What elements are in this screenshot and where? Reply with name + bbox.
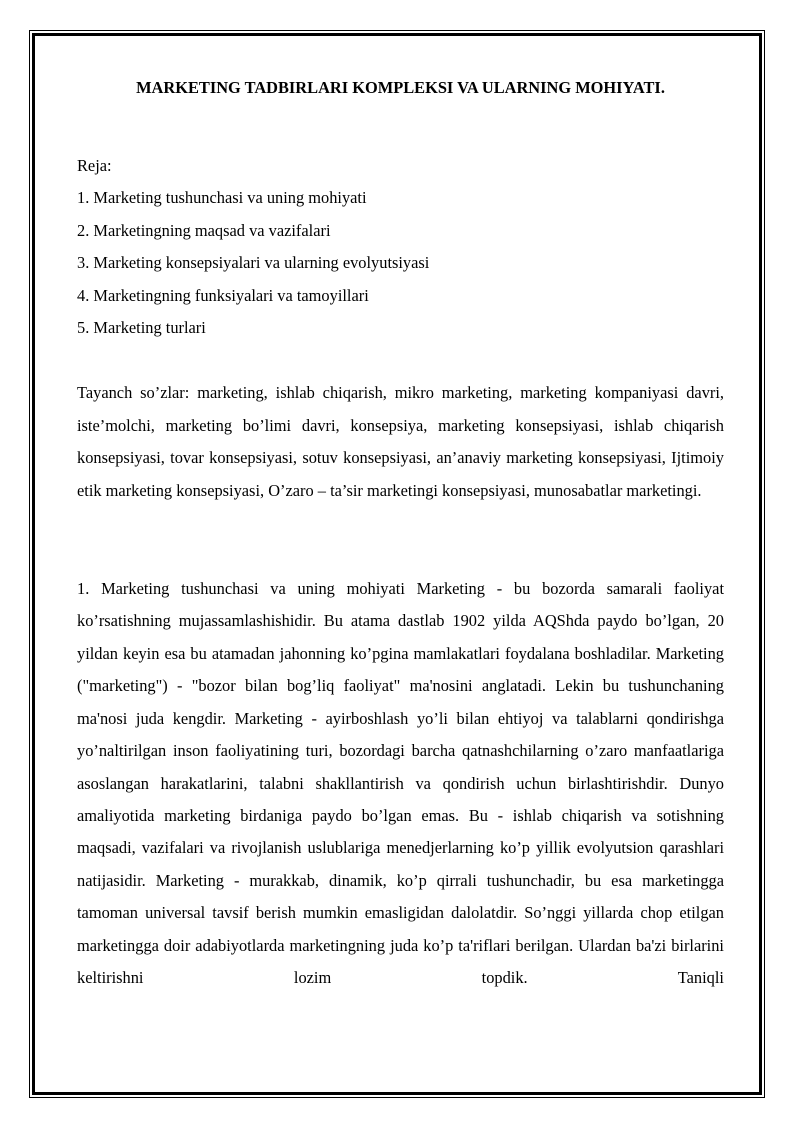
plan-item: 5. Marketing turlari [77,318,206,338]
plan-item: 1. Marketing tushunchasi va uning mohiyati [77,188,367,208]
document-title: MARKETING TADBIRLARI KOMPLEKSI VA ULARNING MOHIYATI. [136,78,665,97]
plan-list [77,182,724,344]
plan-heading: Reja: [77,156,112,175]
plan-item: 4. Marketingning funksiyalari va tamoyillari [77,285,369,305]
keywords-paragraph: Tayanch so’zlar: marketing, ishlab chiqarish, mikro marketing, marketing kompaniyasi davri, iste’molchi, marketing bo’limi davri, konsepsiya, marketing konsepsiyasi, ishlab chiqarish konsepsiyasi, tovar konsepsiyasi, sotuv konsepsiyasi, an’anaviy marketing konsepsiyasi, Ijtimoiy etik marketing konsepsiyasi, O’zaro – ta’sir marketingi konsepsiyasi, munosabatlar marketingi. [77,383,724,500]
document-body [77,77,724,994]
plan-section [77,150,724,344]
plan-item: 3. Marketing konsepsiyalari va ularning evolyutsiyasi [77,253,430,273]
body-paragraph: 1. Marketing tushunchasi va uning mohiyati Marketing - bu bozorda samarali faoliyat ko’rsatishning mujassamlashishidir. Bu atama dastlab 1902 yilda AQShda paydo bo’lgan, 20 yildan keyin esa bu atamadan jahonning ko’pgina mamlakatlari foydalana boshladilar. Marketing ("marketing") - "bozor bilan bog’liq faoliyat" ma'nosini anglatadi. Lekin bu tushunchaning ma'nosi juda kengdir. Marketing - ayirboshlash yo’li bilan ehtiyoj va talablarni qondirishga yo’naltirilgan inson faoliyatining turi, bozordagi barcha qatnashchilarning o’zaro manfaatlariga asoslangan harakatlarini, talabni shakllantirish va qondirish uchun birlashtirishdir. Dunyo amaliyotida marketing birdaniga paydo bo’lgan emas. Bu - ishlab chiqarish va sotishning maqsadi, vazifalari va rivojlanish uslublariga menedjerlarning ko’p yillik evolyutsion qarashlari natijasidir. Marketing - murakkab, dinamik, ko’p qirrali tushunchadir, bu esa marketingga tamoman universal tavsif berish mumkin emasligidan dalolatdir. So’nggi yillarda chop etilgan marketingga doir adabiyotlarda marketingning juda ko’p ta'riflari berilgan. Ulardan ba'zi birlarini keltirishni lozim topdik. Taniqli [77,579,724,987]
plan-item: 2. Marketingning maqsad va vazifalari [77,220,331,240]
